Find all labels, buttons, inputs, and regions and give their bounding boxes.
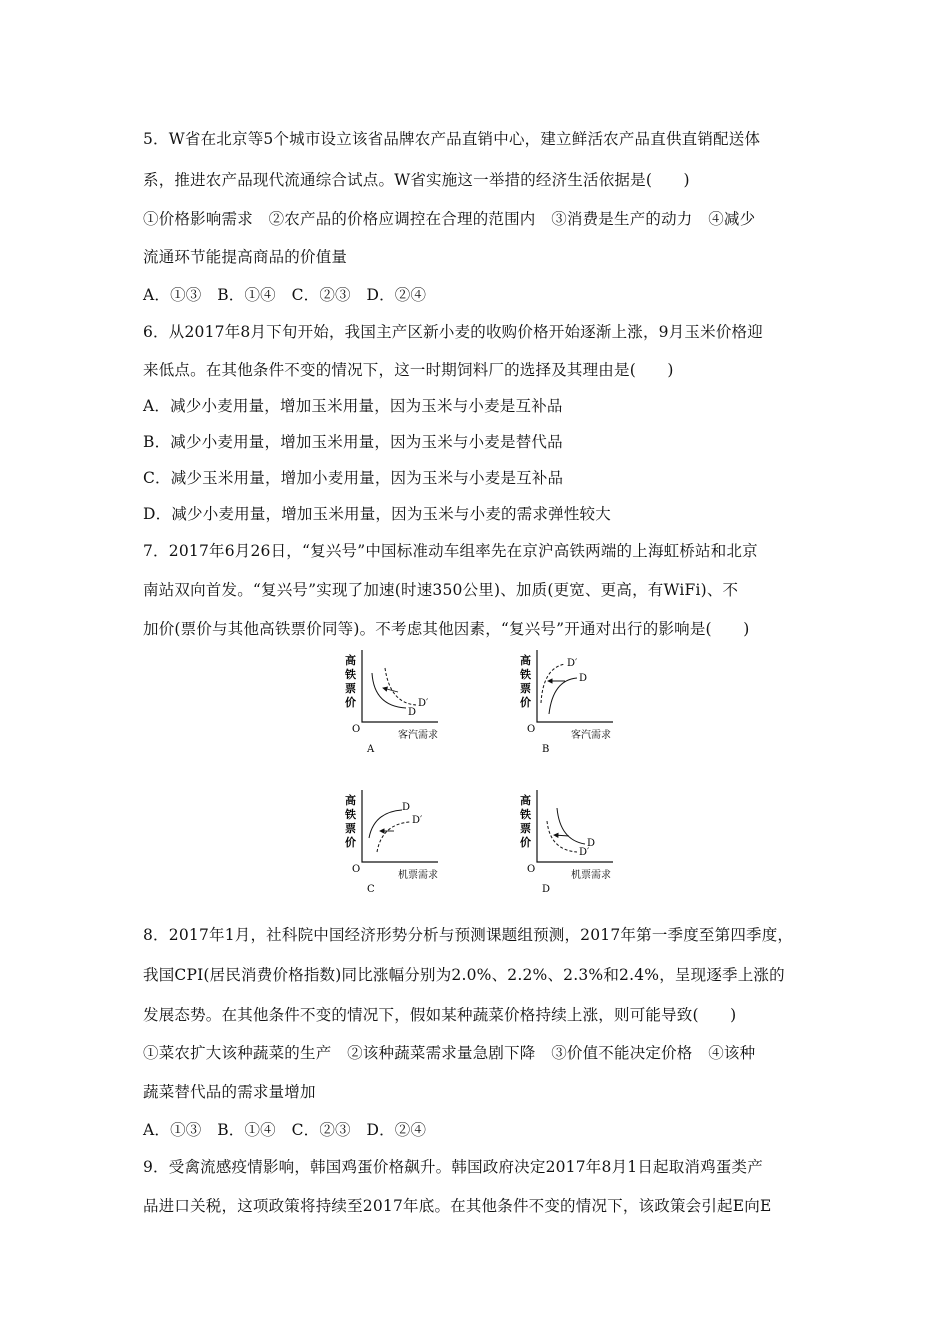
chart-b-curve-d: [549, 678, 577, 714]
q7-stem-line-1: 7．2017年6月26日，“复兴号”中国标准动车组率先在京沪高铁两端的上海虹桥站和北京: [143, 542, 758, 560]
q5-statements-line-1: ①价格影响需求 ②农产品的价格应调控在合理的范围内 ③消费是生产的动力 ④减少: [143, 210, 756, 228]
chart-c-label-d: D: [402, 802, 411, 813]
chart-c-curve-d: [369, 810, 402, 838]
chart-b-xlabel: 客汽需求: [571, 730, 611, 741]
q8-statements-line-2: 蔬菜替代品的需求量增加: [143, 1083, 316, 1101]
q6-option-b: B．减少小麦用量，增加玉米用量，因为玉米与小麦是替代品: [143, 433, 563, 451]
chart-a-origin: O: [352, 724, 361, 735]
chart-b-ylabel-4: 价: [520, 696, 531, 709]
chart-d-curve-d-prime: [547, 821, 577, 852]
chart-c-ylabel-1: 高: [345, 794, 356, 807]
q8-stem-line-2: 我国CPI(居民消费价格指数)同比涨幅分别为2.0%、2.2%、2.3%和2.4%，呈现逐季上涨的: [143, 966, 785, 984]
chart-c-origin: O: [352, 864, 361, 875]
q6-option-a: A．减少小麦用量，增加玉米用量，因为玉米与小麦是互补品: [143, 397, 563, 415]
chart-d-curve-d: [557, 808, 585, 844]
chart-b-ylabel-3: 票: [520, 682, 531, 695]
chart-b-ylabel-2: 铁: [520, 668, 531, 681]
chart-b-title: B: [542, 744, 550, 755]
q6-stem-line-1: 6．从2017年8月下旬开始，我国主产区新小麦的收购价格开始逐渐上涨，9月玉米价格迎: [143, 323, 763, 341]
chart-a-ylabel-3: 票: [345, 682, 356, 695]
chart-d-xlabel: 机票需求: [571, 870, 611, 881]
chart-c-ylabel-2: 铁: [345, 808, 356, 821]
chart-a-title: A: [367, 744, 375, 755]
chart-c: [330, 788, 460, 898]
chart-b: [505, 648, 635, 758]
q6-option-d: D．减少小麦用量，增加玉米用量，因为玉米与小麦的需求弹性较大: [143, 505, 611, 523]
chart-a-axes: [362, 650, 438, 722]
chart-d-ylabel-2: 铁: [520, 808, 531, 821]
chart-a-shift-arrow: [383, 688, 398, 692]
chart-a: [330, 648, 460, 758]
chart-d-origin: O: [527, 864, 536, 875]
q8-statements-line-1: ①菜农扩大该种蔬菜的生产 ②该种蔬菜需求量急剧下降 ③价值不能决定价格 ④该种: [143, 1044, 756, 1062]
q8-stem-line-1: 8．2017年1月，社科院中国经济形势分析与预测课题组预测，2017年第一季度至第四季度，: [143, 926, 794, 944]
chart-b-label-d: D: [579, 673, 588, 684]
chart-a-ylabel-1: 高: [345, 654, 356, 667]
chart-d: [505, 788, 635, 898]
chart-a-label-d-prime: D′: [418, 698, 429, 709]
chart-d-label-d-prime: D′: [579, 847, 590, 858]
q5-options: A．①③ B．①④ C．②③ D．②④: [143, 286, 427, 304]
q6-stem-line-2: 来低点。在其他条件不变的情况下，这一时期饲料厂的选择及其理由是( ): [143, 361, 674, 379]
chart-c-title: C: [367, 884, 375, 895]
q8-options: A．①③ B．①④ C．②③ D．②④: [143, 1121, 427, 1139]
q8-stem-line-3: 发展态势。在其他条件不变的情况下，假如某种蔬菜价格持续上涨，则可能导致( ): [143, 1006, 737, 1024]
chart-d-ylabel-3: 票: [520, 822, 531, 835]
chart-c-curve-d-prime: [377, 822, 410, 852]
chart-a-curve-d-prime: [385, 668, 416, 705]
chart-a-ylabel-2: 铁: [345, 668, 356, 681]
q7-stem-line-3: 加价(票价与其他高铁票价同等)。不考虑其他因素，“复兴号”开通对出行的影响是( ): [143, 620, 750, 638]
chart-a-ylabel-4: 价: [345, 696, 356, 709]
q9-stem-line-1: 9．受禽流感疫情影响，韩国鸡蛋价格飙升。韩国政府决定2017年8月1日起取消鸡蛋类产: [143, 1158, 763, 1176]
q6-option-c: C．减少玉米用量，增加小麦用量，因为玉米与小麦是互补品: [143, 469, 564, 487]
chart-d-ylabel-1: 高: [520, 794, 531, 807]
chart-c-ylabel-4: 价: [345, 836, 356, 849]
chart-a-curve-d: [372, 673, 406, 708]
chart-b-ylabel-1: 高: [520, 654, 531, 667]
chart-d-ylabel-4: 价: [520, 836, 531, 849]
q5-stem-line-2: 系，推进农产品现代流通综合试点。W省实施这一举措的经济生活依据是( ): [143, 171, 690, 189]
q5-stem-line-1: 5．W省在北京等5个城市设立该省品牌农产品直销中心，建立鲜活农产品直供直销配送体: [143, 130, 761, 148]
chart-a-xlabel: 客汽需求: [398, 730, 438, 741]
chart-d-label-d: D: [587, 838, 596, 849]
chart-c-xlabel: 机票需求: [398, 870, 438, 881]
q7-stem-line-2: 南站双向首发。“复兴号”实现了加速(时速350公里)、加质(更宽、更高，有WiFi)、不: [143, 581, 739, 599]
chart-b-label-d-prime: D′: [567, 658, 578, 669]
chart-d-axes: [537, 790, 613, 862]
chart-a-label-d: D: [408, 707, 417, 718]
chart-c-label-d-prime: D′: [412, 815, 423, 826]
q9-stem-line-2: 品进口关税，这项政策将持续至2017年底。在其他条件不变的情况下，该政策会引起E向E: [143, 1197, 772, 1215]
chart-d-title: D: [542, 884, 551, 895]
chart-c-ylabel-3: 票: [345, 822, 356, 835]
chart-b-origin: O: [527, 724, 536, 735]
q5-statements-line-2: 流通环节能提高商品的价值量: [143, 248, 348, 266]
